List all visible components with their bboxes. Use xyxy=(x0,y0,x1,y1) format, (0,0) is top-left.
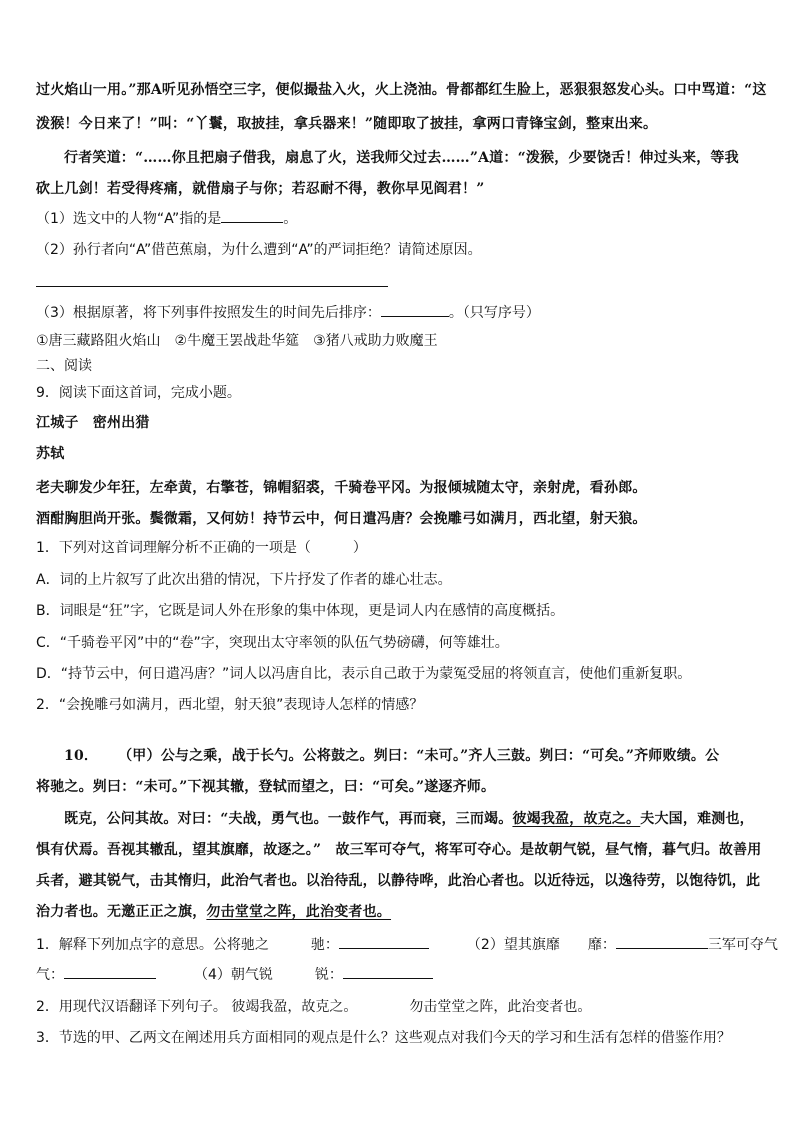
choice-d[interactable]: D．“持节云中，何日遣冯唐？”词人以冯唐自比，表示自己敢于为蒙冤受屈的将领直言，使他们重新复职。 xyxy=(36,666,692,682)
question-end: 。 xyxy=(283,211,298,227)
answer-blank[interactable] xyxy=(221,208,283,223)
question-end: 。（只写序号） xyxy=(448,305,540,321)
section-heading: 二、阅读 xyxy=(36,358,92,374)
passage-line-1: 过火焰山一用。”那A听见孙悟空三字，便似撮盐入火，火上浇油。骨都都红生脸上，恶狠狠怒发心头。口中骂道：“这 xyxy=(36,82,767,98)
answer-blank[interactable] xyxy=(343,964,433,979)
options-line: ①唐三藏路阻火焰山 ②牛魔王罢战赴华筵 ③猪八戒助力败魔王 xyxy=(36,333,438,349)
question-text: 2．用现代汉语翻译下列句子。 彼竭我盈，故克之。 xyxy=(36,999,358,1015)
question-9-2: 2．“会挽雕弓如满月，西北望，射天狼”表现诗人怎样的情感？ xyxy=(36,697,424,713)
answer-blank[interactable] xyxy=(339,934,429,949)
question-text: 气： xyxy=(36,967,64,983)
answer-line[interactable] xyxy=(36,286,388,287)
passage-10-line-4: 惧有伏焉。吾视其辙乱，望其旗靡，故逐之。” 故三军可夺气，将军可夺心。是故朝气锐，昼气惰，暮气归。故善用 xyxy=(36,842,762,858)
question-text: 1．解释下列加点字的意思。公将驰之 驰： xyxy=(36,937,339,953)
passage-line-2: 泼猴！今日来了！”叫：“丫鬟，取披挂，拿兵器来！”随即取了披挂，拿两口青锋宝剑，整束出来。 xyxy=(36,116,658,132)
question-10-1 xyxy=(36,934,778,955)
passage-line-3: 行者笑道：“……你且把扇子借我，扇息了火，送我师父过去……”A道：“泼猴，少要饶舌！伸过头来，等我 xyxy=(64,150,739,166)
passage-text: 夫大国，难测也， xyxy=(640,811,754,827)
choice-b[interactable]: B．词眼是“狂”字，它既是词人外在形象的集中体现，更是词人内在感情的高度概括。 xyxy=(36,603,565,619)
passage-text: （甲）公与之乘，战于长勺。公将鼓之。刿曰：“未可。”齐人三鼓。刿曰：“可矣。”齐师败绩。公 xyxy=(118,748,720,764)
passage-10-line-2: 将驰之。刿曰：“未可。”下视其辙，登轼而望之，曰：“可矣。”遂逐齐师。 xyxy=(36,779,496,795)
question-8-3 xyxy=(36,302,540,323)
passage-text: 既克，公问其故。对曰：“夫战，勇气也。一鼓作气，再而衰，三而竭。 xyxy=(64,811,513,827)
question-8-1 xyxy=(36,208,297,229)
question-9-1: 1．下列对这首词理解分析不正确的一项是（ ） xyxy=(36,540,367,556)
answer-blank[interactable] xyxy=(64,964,156,979)
choice-a[interactable]: A．词的上片叙写了此次出猎的情况，下片抒发了作者的雄心壮志。 xyxy=(36,572,452,588)
passage-10-line-3 xyxy=(64,809,754,829)
passage-10-line-6 xyxy=(36,902,391,922)
underlined-sentence: 勿击堂堂之阵，此治变者也。 xyxy=(206,904,392,920)
passage-10-line-1 xyxy=(64,746,719,766)
question-text: （1）选文中的人物“A”指的是 xyxy=(36,211,222,227)
question-text: 勿击堂堂之阵，此治变者也。 xyxy=(409,999,592,1015)
poem-author: 苏轼 xyxy=(36,446,65,462)
answer-blank[interactable] xyxy=(616,934,708,949)
passage-10-line-5: 兵者，避其锐气，击其惰归，此治气者也。以治待乱，以静待哗，此治心者也。以近待远，以逸待劳，以饱待饥，此 xyxy=(36,873,761,889)
question-10-3: 3．节选的甲、乙两文在阐述用兵方面相同的观点是什么？这些观点对我们今天的学习和生活有怎样的借鉴作用？ xyxy=(36,1030,731,1046)
question-9-title: 9．阅读下面这首词，完成小题。 xyxy=(36,385,241,401)
question-10-1-cont xyxy=(36,964,433,985)
poem-line-1: 老夫聊发少年狂，左牵黄，右擎苍，锦帽貂裘，千骑卷平冈。为报倾城随太守，亲射虎，看孙郎。 xyxy=(36,480,647,496)
poem-line-2: 酒酣胸胆尚开张。鬓微霜，又何妨！持节云中，何日遣冯唐？会挽雕弓如满月，西北望，射天狼。 xyxy=(36,511,647,527)
passage-text: 治力者也。无邀正正之旗， xyxy=(36,904,207,920)
question-8-2: （2）孙行者向“A”借芭蕉扇，为什么遭到“A”的严词拒绝？请简述原因。 xyxy=(36,242,482,258)
question-text: 三军可夺气 xyxy=(707,937,778,953)
answer-blank[interactable] xyxy=(381,302,449,317)
question-text: （4）朝气锐 锐： xyxy=(194,967,343,983)
poem-title: 江城子 密州出猎 xyxy=(36,415,150,431)
question-number: 10． xyxy=(64,748,99,764)
passage-line-4: 砍上几剑！若受得疼痛，就借扇子与你；若忍耐不得，教你早见阎君！” xyxy=(36,181,485,197)
question-10-2 xyxy=(36,997,591,1017)
question-text: （2）望其旗靡 靡： xyxy=(466,937,616,953)
choice-c[interactable]: C．“千骑卷平冈”中的“卷”字，突现出太守率领的队伍气势磅礴，何等雄壮。 xyxy=(36,635,509,651)
question-text: （3）根据原著，将下列事件按照发生的时间先后排序： xyxy=(36,305,381,321)
underlined-sentence: 彼竭我盈，故克之。 xyxy=(512,811,641,827)
